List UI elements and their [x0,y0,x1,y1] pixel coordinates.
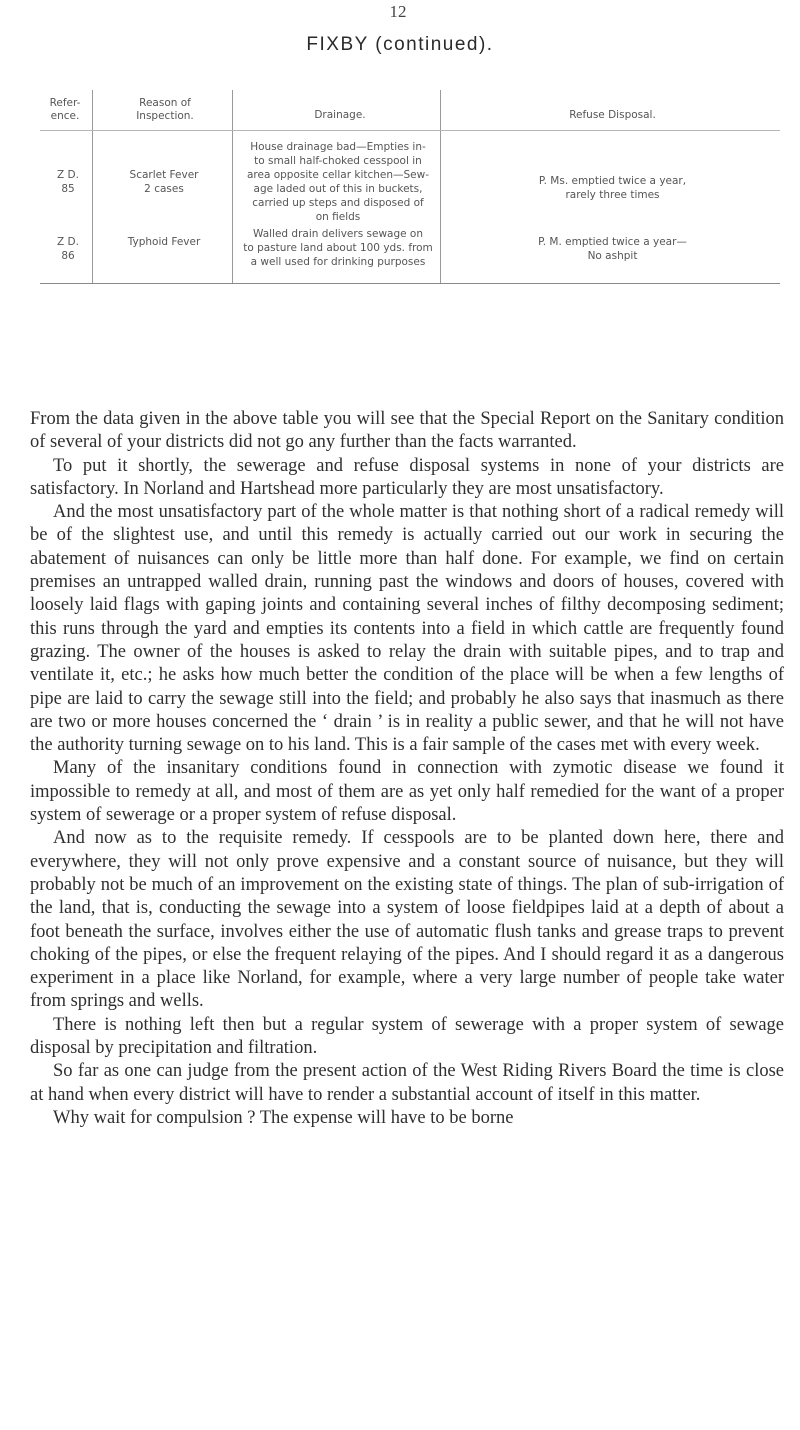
page-number: 12 [389,2,407,21]
paragraph: From the data given in the above table you will see that the Special Report on the Sanitary condition of several of your districts did not go any further than the facts warranted. [30,409,784,453]
row2-reason: Typhoid Fever [127,236,201,248]
row1-refuse-disposal: P. Ms. emptied twice a year, rarely three times [538,175,687,201]
row1-reference: Z D. 85 [57,169,79,195]
paragraph: Many of the insanitary conditions found in connection with zymotic disease we found it impossible to remedy at all, and most of them are as yet only half remedied for the want of a proper system of sewerage or a proper system of refuse disposal. [30,758,784,826]
paragraph: There is nothing left then but a regular system of sewerage with a proper system of sewage disposal by precipitation and filtration. [30,1014,784,1059]
row1-reason: Scarlet Fever 2 cases [129,169,199,195]
paragraph: Why wait for compulsion ? The expense will have to be borne [53,1107,514,1128]
paragraph: To put it shortly, the sewerage and refuse disposal systems in none of your districts are satisfactory. In Norland and Hartshead more particularly they are most unsatisfactory. [30,455,784,499]
paragraph: So far as one can judge from the present action of the West Riding Rivers Board the time is close at hand when every district will have to render a substantial account of itself in this matter. [30,1061,784,1105]
row2-reference: Z D. 86 [57,236,79,262]
column-rule [232,90,233,283]
paragraph: And now as to the requisite remedy. If cesspools are to be planted down here, there and everywhere, they will not only prove expensive and a constant source of nuisance, but they will probably not be much of an improvement on the existing state of things. The plan of sub-irrigation of the land, that is, conducting the sewage into a system of loose fieldpipes laid at a depth of about a foot beneath the surface, involves either the use of automatic flush tanks and grease traps to prevent choking of the pipes, or else the frequent relaying of the pipes. And I should regard it as a dangerous experiment in a place like Norland, for example, where a very large number of people take water from springs and wells. [30,828,784,1012]
header-rule [40,130,780,131]
row1-drainage: House drainage bad—Empties in- to small half-choked cesspool in area opposite cellar kitchen—Sew- age laded out of this in buckets, carried up steps and disposed of on fields [246,141,430,223]
header-reason: Reason of Inspection. [136,97,194,122]
paragraph: And the most unsatisfactory part of the whole matter is that nothing short of a radical remedy will be of the slightest use, and until this remedy is actually carried out our work in securing the abatement of nuisances can only be little more than half done. For example, we find on certain premises an untrapped walled drain, running past the windows and doors of houses, covered with loosely laid flags with gaping joints and containing several inches of filthy decomposing sediment; this runs through the yard and empties its contents into a field in which cattle are frequently found grazing. The owner of the houses is asked to relay the drain with suitable pipes, and to trap and ventilate it, etc.; he asks how much better the condition of the place will be when a few lengths of pipe are laid to carry the sewage still into the field; and probably he also says that inasmuch as there are two or more houses concerned the ‘ drain ’ is in reality a public sewer, and that he will not have the authority turning sewage on to his land. This is a fair sample of the cases met with every week. [30,502,784,756]
row2-drainage: Walled drain delivers sewage on to pasture land about 100 yds. from a well used for drinking purposes [243,228,433,268]
report-body [30,408,784,1130]
header-drainage: Drainage. [314,109,366,121]
header-refuse-disposal: Refuse Disposal. [569,109,656,121]
table-bottom-rule [40,283,780,284]
row2-refuse-disposal: P. M. emptied twice a year— No ashpit [538,236,687,262]
header-reference: Refer- ence. [49,97,81,122]
inspection-table [0,0,800,280]
page-heading: FIXBY (continued). [306,34,494,55]
